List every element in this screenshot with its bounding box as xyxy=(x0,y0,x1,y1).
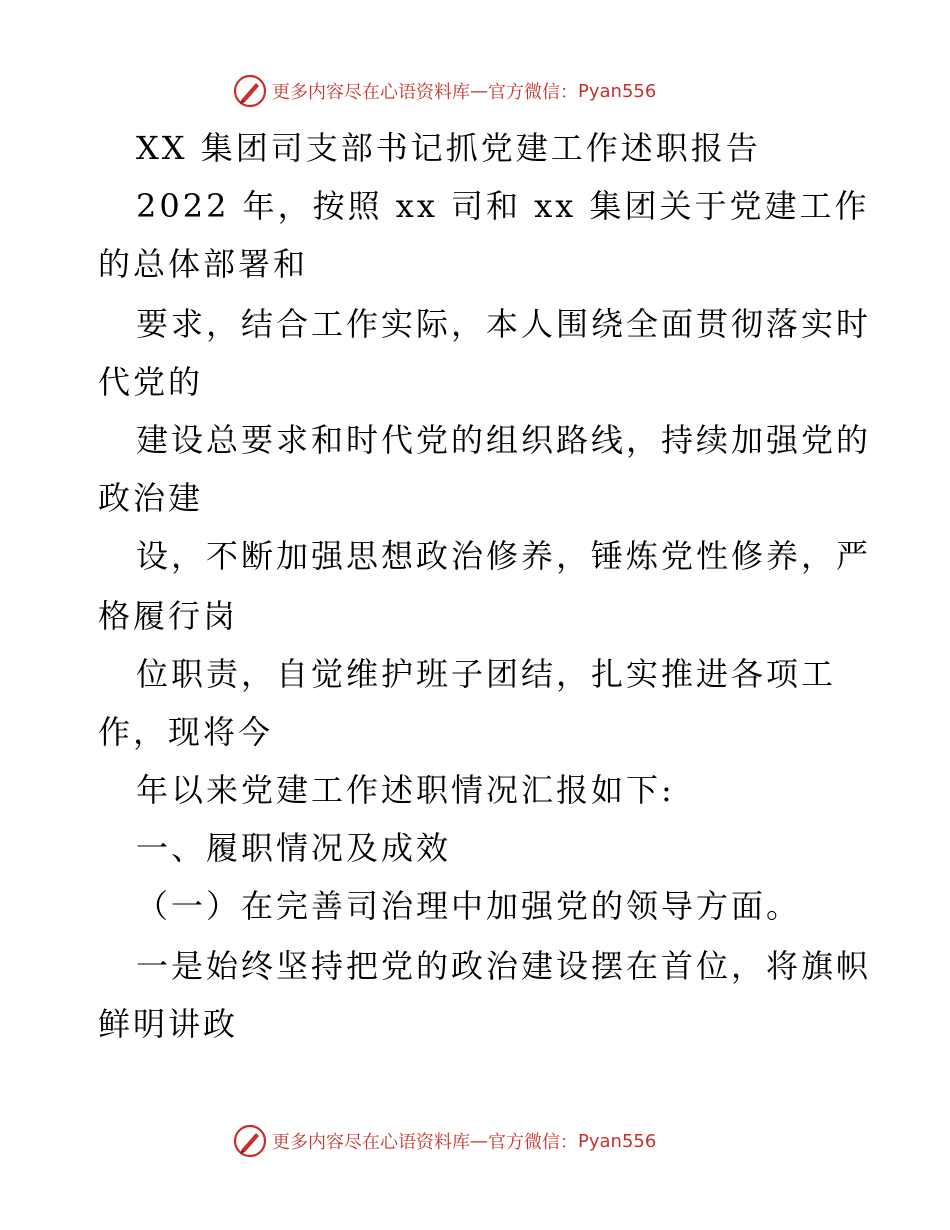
paragraph-line: 的总体部署和 xyxy=(98,245,309,283)
paragraph-line: 一是始终坚持把党的政治建设摆在首位，将旗帜 xyxy=(136,947,872,985)
paragraph-line: 政治建 xyxy=(98,479,204,517)
pen-logo-icon xyxy=(232,1123,268,1159)
paragraph-line: 位职责，自觉维护班子团结，扎实推进各项工 xyxy=(136,655,837,693)
header-watermark xyxy=(232,73,656,109)
paragraph-line: 设，不断加强思想政治修养，锤炼党性修养，严 xyxy=(136,537,872,575)
paragraph-line: 鲜明讲政 xyxy=(98,1005,239,1043)
paragraph-line: 2022 年，按照 xx 司和 xx 集团关于党建工作 xyxy=(136,187,870,225)
paragraph-line: 建设总要求和时代党的组织路线，持续加强党的 xyxy=(136,421,872,459)
watermark-brand: 更多内容尽在心语资料库 xyxy=(272,1132,470,1153)
watermark-wechat-id: Pyan556 xyxy=(578,80,657,102)
paragraph-line: 作，现将今 xyxy=(98,713,274,751)
watermark-official-label: 官方微信： xyxy=(488,1132,578,1153)
watermark-brand: 更多内容尽在心语资料库 xyxy=(272,82,470,103)
paragraph-line: 代党的 xyxy=(98,363,204,401)
pen-logo-icon xyxy=(232,73,268,109)
paragraph-line: 年以来党建工作述职情况汇报如下: xyxy=(136,771,675,809)
subsection-heading: （一）在完善司治理中加强党的领导方面。 xyxy=(136,887,802,925)
watermark-wechat-id: Pyan556 xyxy=(578,1130,657,1152)
document-title: XX 集团司支部书记抓党建工作述职报告 xyxy=(136,129,761,167)
watermark-official-label: 官方微信： xyxy=(488,82,578,103)
paragraph-line: 要求，结合工作实际，本人围绕全面贯彻落实时 xyxy=(136,305,872,343)
paragraph-line: 格履行岗 xyxy=(98,597,239,635)
watermark-separator: — xyxy=(470,1130,488,1152)
watermark-separator: — xyxy=(470,80,488,102)
footer-watermark xyxy=(232,1123,656,1159)
section-heading: 一、履职情况及成效 xyxy=(136,829,452,867)
